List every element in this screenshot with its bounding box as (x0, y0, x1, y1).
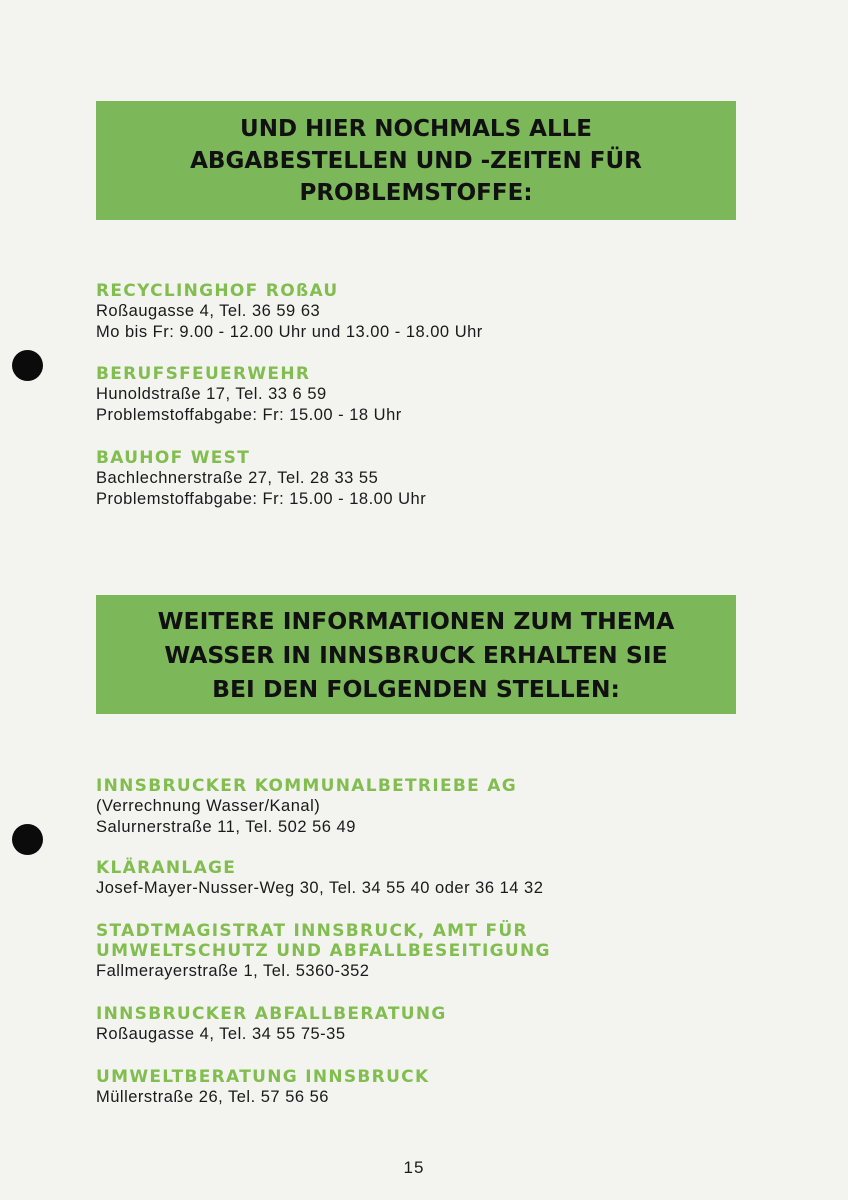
contact-name: UMWELTBERATUNG INNSBRUCK (96, 1067, 430, 1087)
contact-klaeranlage (96, 858, 543, 899)
heading-line: PROBLEMSTOFFE: (299, 180, 533, 206)
contact-kommunalbetriebe (96, 776, 517, 837)
site-berufsfeuerwehr (96, 364, 402, 425)
site-bauhof-west (96, 448, 426, 509)
contact-name: INNSBRUCKER KOMMUNALBETRIEBE AG (96, 776, 517, 796)
site-address: Hunoldstraße 17, Tel. 33 6 59 (96, 385, 327, 403)
contact-abfallberatung (96, 1004, 447, 1045)
contact-note: (Verrechnung Wasser/Kanal) (96, 797, 321, 815)
contact-name: UMWELTSCHUTZ UND ABFALLBESEITIGUNG (96, 941, 551, 961)
contact-stadtmagistrat (96, 921, 551, 982)
heading-line: ABGABESTELLEN UND -ZEITEN FÜR (190, 148, 642, 174)
site-hours: Mo bis Fr: 9.00 - 12.00 Uhr und 13.00 - 18.00 Uhr (96, 322, 483, 341)
site-recyclinghof-rossau (96, 281, 483, 342)
site-hours: Problemstoffabgabe: Fr: 15.00 - 18.00 Uhr (96, 489, 427, 508)
contact-address: Josef-Mayer-Nusser-Weg 30, Tel. 34 55 40 oder 36 14 32 (96, 879, 544, 897)
contact-address: Roßaugasse 4, Tel. 34 55 75-35 (96, 1025, 346, 1043)
site-name: RECYCLINGHOF ROßAU (96, 281, 339, 301)
problemstoffe-heading-banner (96, 101, 736, 220)
contact-address: Salurnerstraße 11, Tel. 502 56 49 (96, 817, 356, 836)
contact-name: KLÄRANLAGE (96, 858, 237, 878)
wasser-info-heading-banner (96, 595, 736, 714)
heading-line: UND HIER NOCHMALS ALLE (240, 116, 592, 142)
site-address: Bachlechnerstraße 27, Tel. 28 33 55 (96, 469, 379, 487)
contact-address: Fallmerayerstraße 1, Tel. 5360-352 (96, 962, 370, 980)
contact-address: Müllerstraße 26, Tel. 57 56 56 (96, 1088, 329, 1106)
site-name: BAUHOF WEST (96, 448, 251, 468)
site-name: BERUFSFEUERWEHR (96, 364, 311, 384)
heading-line: WASSER IN INNSBRUCK ERHALTEN SIE (164, 641, 668, 669)
heading-line: WEITERE INFORMATIONEN ZUM THEMA (157, 607, 675, 635)
contact-name: INNSBRUCKER ABFALLBERATUNG (96, 1004, 447, 1024)
heading-line: BEI DEN FOLGENDEN STELLEN: (212, 675, 620, 703)
site-hours: Problemstoffabgabe: Fr: 15.00 - 18 Uhr (96, 405, 402, 424)
site-address: Roßaugasse 4, Tel. 36 59 63 (96, 302, 321, 320)
punch-hole-top (12, 350, 43, 381)
punch-hole-bottom (12, 824, 43, 855)
contact-umweltberatung (96, 1067, 429, 1108)
page-number: 15 (403, 1158, 425, 1177)
contact-name: STADTMAGISTRAT INNSBRUCK, AMT FÜR (96, 921, 528, 941)
